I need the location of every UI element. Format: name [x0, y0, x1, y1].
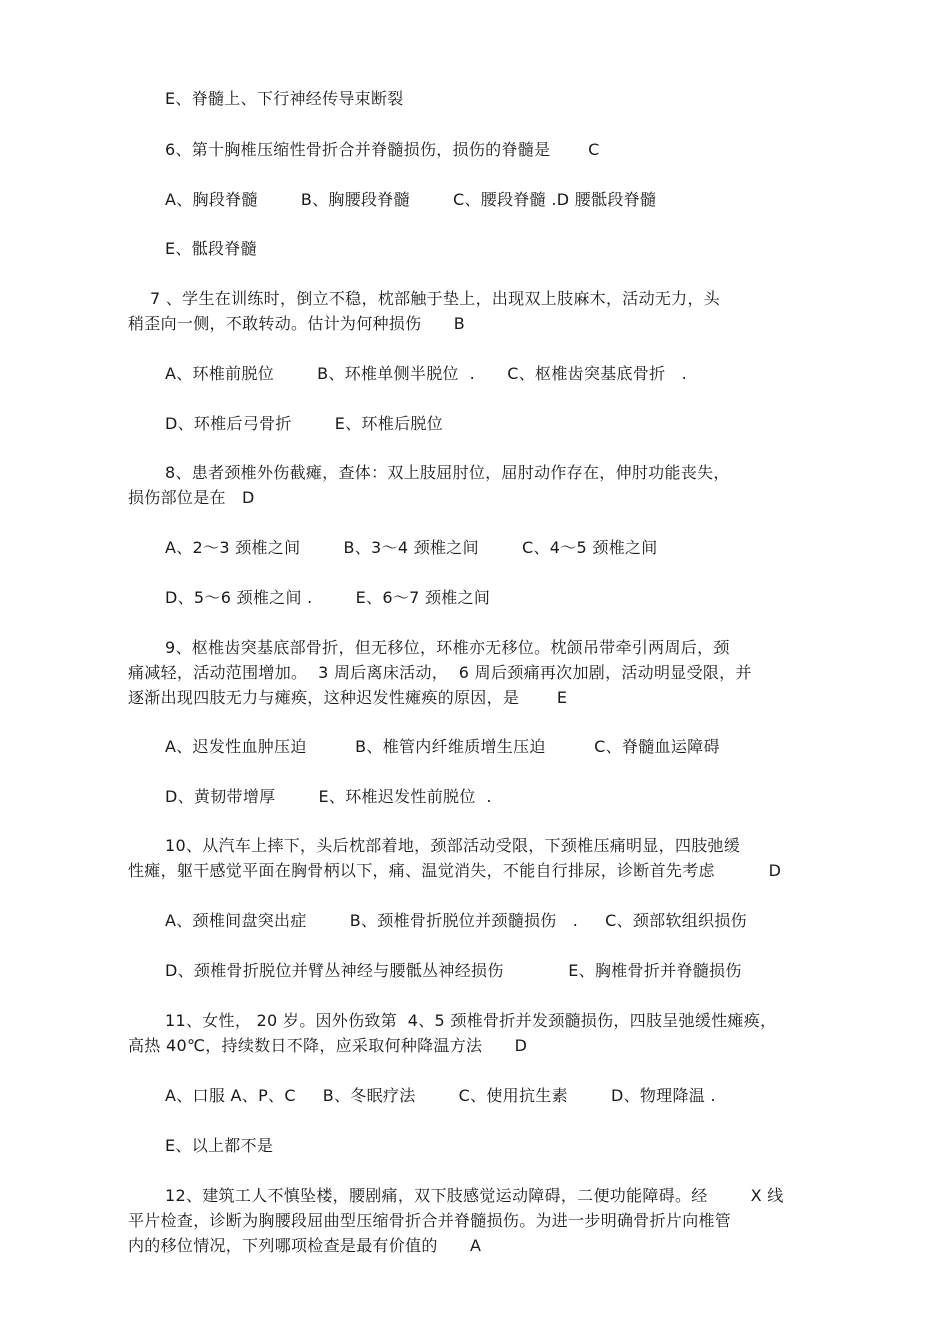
question-line: 稍歪向一侧，不敢转动。估计为何种损伤 B: [128, 314, 465, 333]
option-line: D、颈椎骨折脱位并臂丛神经与腰骶丛神经损伤 E、胸椎骨折并脊髓损伤: [165, 961, 742, 980]
option-line: E、骶段脊髓: [165, 239, 257, 258]
question-line: 逐渐出现四肢无力与瘫痪，这种迟发性瘫痪的原因，是 E: [128, 688, 568, 707]
question-line: 平片检查，诊断为胸腰段屈曲型压缩骨折合并脊髓损伤。为进一步明确骨折片向椎管: [128, 1211, 732, 1230]
question-line: 内的移位情况，下列哪项检查是最有价值的 A: [128, 1236, 482, 1255]
question-line: 高热 40℃，持续数日不降，应采取何种降温方法 D: [128, 1036, 528, 1055]
question-line: 12、建筑工人不慎坠楼，腰剧痛，双下肢感觉运动障碍，二便功能障碍。经 X 线: [165, 1186, 784, 1205]
question-line: 8、患者颈椎外伤截瘫，查体：双上肢屈肘位，屈肘动作存在，伸肘功能丧失，: [165, 463, 730, 482]
question-line: 6、第十胸椎压缩性骨折合并脊髓损伤，损伤的脊髓是 C: [165, 140, 600, 159]
option-line: A、颈椎间盘突出症 B、颈椎骨折脱位并颈髓损伤 . C、颈部软组织损伤: [165, 911, 747, 930]
option-line: A、迟发性血肿压迫 B、椎管内纤维质增生压迫 C、脊髓血运障碍: [165, 737, 720, 756]
option-line: A、2～3 颈椎之间 B、3～4 颈椎之间 C、4～5 颈椎之间: [165, 538, 658, 557]
question-line: 11、女性， 20 岁。因外伤致第 4、5 颈椎骨折并发颈髓损伤，四肢呈弛缓性瘫痪，: [165, 1011, 777, 1030]
option-line: A、口服 A、P、C B、冬眠疗法 C、使用抗生素 D、物理降温 .: [165, 1086, 716, 1105]
option-line: A、环椎前脱位 B、环椎单侧半脱位 . C、枢椎齿突基底骨折 .: [165, 364, 687, 383]
option-line: A、胸段脊髓 B、胸腰段脊髓 C、腰段脊髓 .D 腰骶段脊髓: [165, 190, 657, 209]
question-line: 损伤部位是在 D: [128, 488, 255, 507]
option-line: D、环椎后弓骨折 E、环椎后脱位: [165, 414, 444, 433]
question-line: 7 、学生在训练时，倒立不稳，枕部触于垫上，出现双上肢麻木，活动无力，头: [150, 289, 721, 308]
option-line: D、黄韧带增厚 E、环椎迟发性前脱位 .: [165, 787, 492, 806]
option-line: E、脊髓上、下行神经传导束断裂: [165, 89, 404, 108]
option-line: E、以上都不是: [165, 1136, 274, 1155]
question-line: 10、从汽车上摔下，头后枕部着地，颈部活动受限，下颈椎压痛明显，四肢弛缓: [165, 836, 741, 855]
question-line: 痛减轻，活动范围增加。 3 周后离床活动， 6 周后颈痛再次加剧，活动明显受限，并: [128, 663, 752, 682]
question-line: 9、枢椎齿突基底部骨折，但无移位，环椎亦无移位。枕颌吊带牵引两周后，颈: [165, 638, 730, 657]
option-line: D、5～6 颈椎之间 . E、6～7 颈椎之间: [165, 588, 491, 607]
question-line: 性瘫，躯干感觉平面在胸骨柄以下，痛、温觉消失，不能自行排尿，诊断首先考虑 D: [128, 861, 782, 880]
